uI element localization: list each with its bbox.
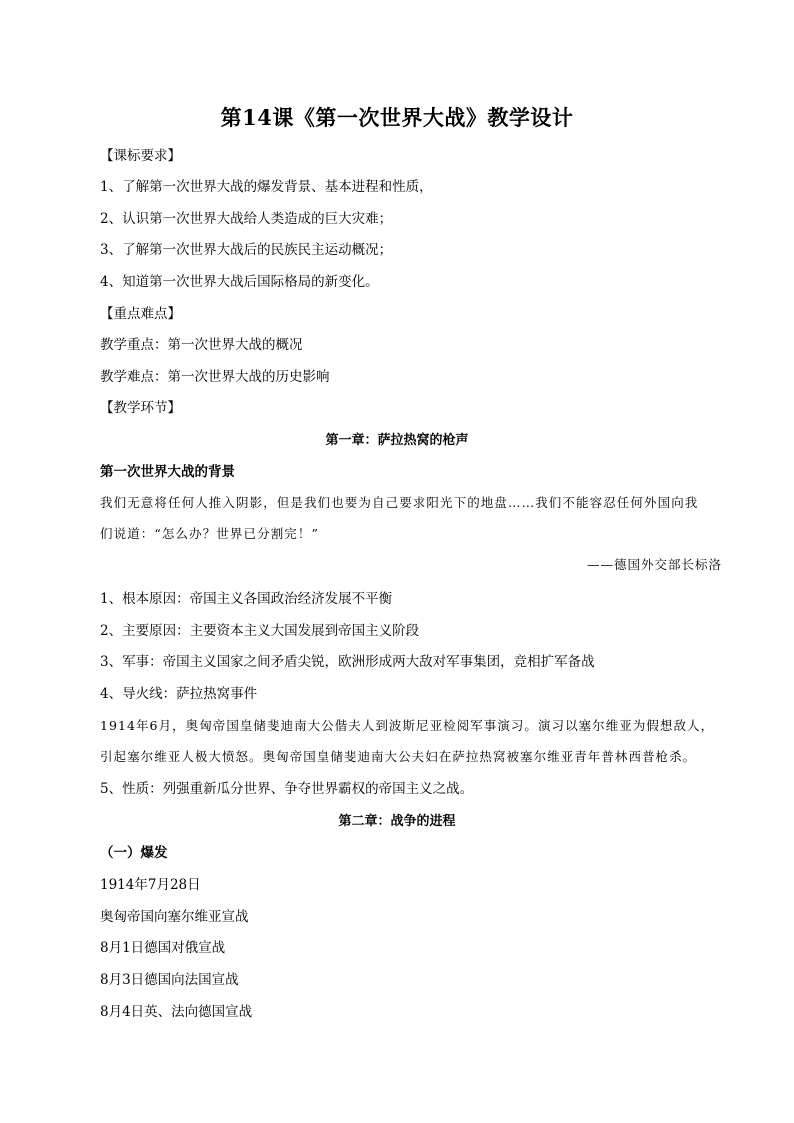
key-point: 教学重点：第一次世界大战的概况 bbox=[100, 337, 303, 353]
background-item: 4、导火线：萨拉热窝事件 bbox=[100, 686, 258, 702]
background-item: 3、军事：帝国主义国家之间矛盾尖锐，欧洲形成两大敌对军事集团，竞相扩军备战 bbox=[100, 654, 595, 670]
timeline-item: 8月4日英、法向德国宣战 bbox=[100, 1004, 253, 1020]
curriculum-item: 1、了解第一次世界大战的爆发背景、基本进程和性质， bbox=[100, 179, 433, 195]
quote-line: 们说道：“怎么办？世界已分割完！” bbox=[100, 526, 319, 541]
chapter1-heading: 第一章：萨拉热窝的枪声 bbox=[325, 433, 469, 448]
background-item: 2、主要原因：主要资本主义大国发展到帝国主义阶段 bbox=[100, 623, 420, 639]
page-title: 第14课《第一次世界大战》教学设计 bbox=[220, 105, 574, 130]
chapter1-subheading: 第一次世界大战的背景 bbox=[100, 464, 235, 480]
curriculum-item: 2、认识第一次世界大战给人类造成的巨大灾难； bbox=[100, 211, 393, 227]
war-nature: 5、性质：列强重新瓜分世界、争夺世界霸权的帝国主义之战。 bbox=[100, 781, 474, 797]
teaching-header: 【教学环节】 bbox=[100, 400, 181, 416]
event-description: 1914年6月，奥匈帝国皇储斐迪南大公偕夫人到波斯尼亚检阅军事演习。演习以塞尔维亚为假想敌人， bbox=[100, 718, 715, 733]
timeline-item: 8月3日德国向法国宣战 bbox=[100, 972, 239, 988]
curriculum-item: 3、了解第一次世界大战后的民族民主运动概况； bbox=[100, 242, 393, 258]
timeline-item: 奥匈帝国向塞尔维亚宣战 bbox=[100, 909, 249, 925]
quote-source: ——德国外交部长标洛 bbox=[586, 557, 722, 572]
quote-line: 我们无意将任何人推入阴影，但是我们也要为自己要求阳光下的地盘……我们不能容忍任何外国向我 bbox=[100, 495, 699, 510]
chapter2-heading: 第二章：战争的进程 bbox=[338, 814, 456, 829]
timeline-item: 8月1日德国对俄宣战 bbox=[100, 940, 226, 956]
key-header: 【重点难点】 bbox=[100, 306, 181, 322]
background-item: 1、根本原因：帝国主义各国政治经济发展不平衡 bbox=[100, 591, 393, 607]
chapter2-subheading: （一）爆发 bbox=[100, 845, 168, 861]
timeline-item: 1914年7月28日 bbox=[100, 877, 201, 893]
curriculum-header: 【课标要求】 bbox=[100, 148, 181, 164]
difficult-point: 教学难点：第一次世界大战的历史影响 bbox=[100, 369, 330, 385]
curriculum-item: 4、知道第一次世界大战后国际格局的新变化。 bbox=[100, 274, 379, 290]
event-description: 引起塞尔维亚人极大愤怒。奥匈帝国皇储斐迪南大公夫妇在萨拉热窝被塞尔维亚青年普林西普枪杀。 bbox=[100, 749, 697, 764]
